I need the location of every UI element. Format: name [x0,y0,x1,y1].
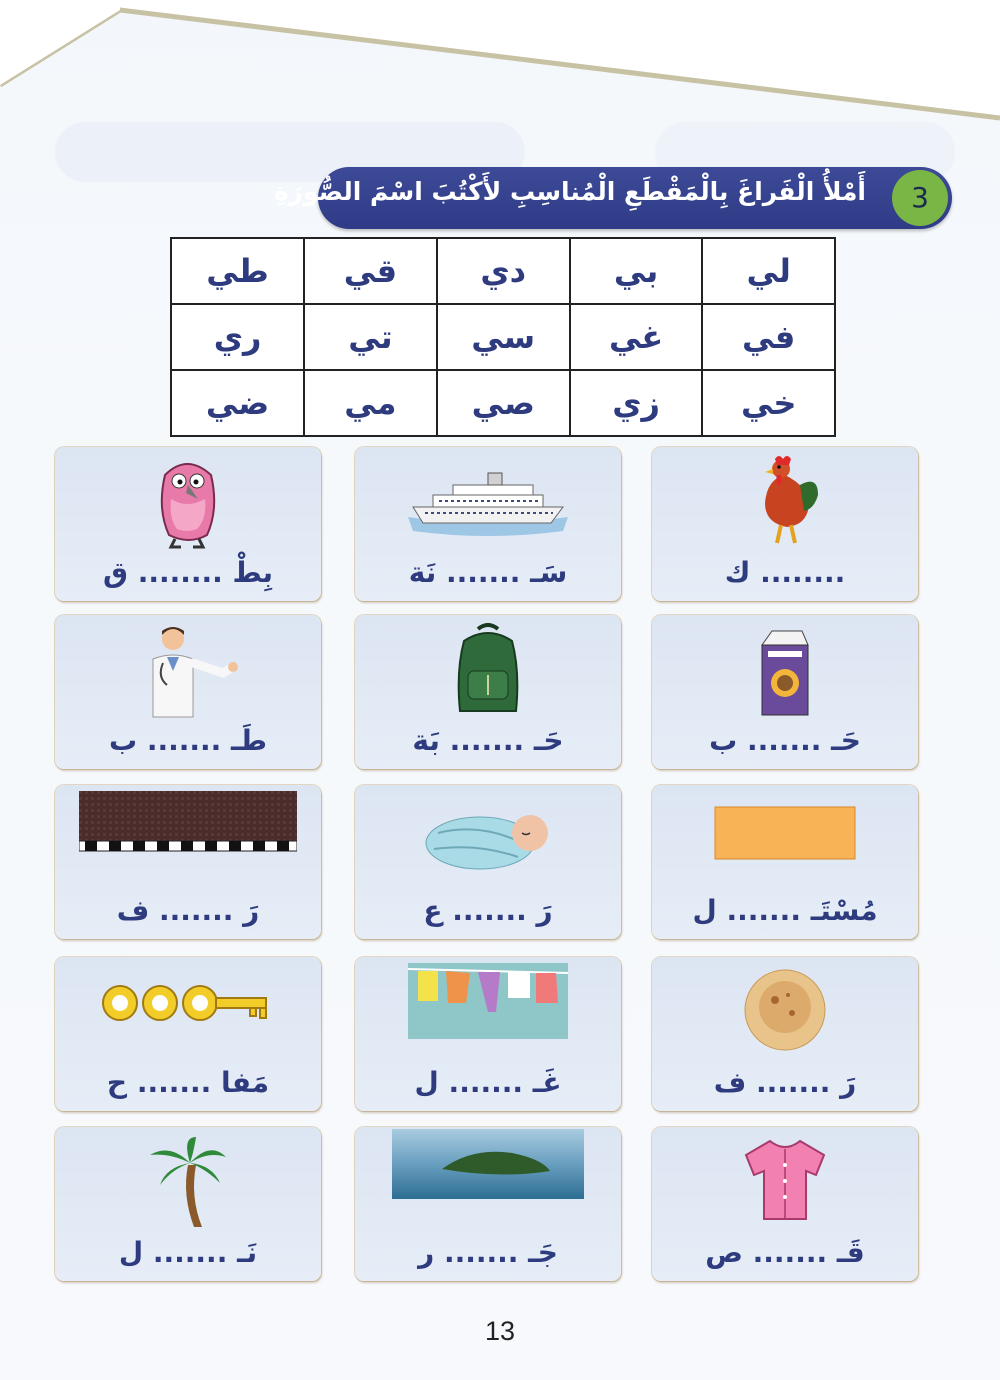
fill-in-word: حَـ ....... بَة [412,724,564,757]
word-card-milk-box [652,615,918,769]
milk-box-icon [652,623,918,719]
syllable-table [170,237,836,437]
syllable-cell: صي [437,370,570,436]
fill-in-word: حَـ ....... ب [709,724,861,757]
page-corner-fold [0,0,1000,130]
table-row [171,238,835,304]
fill-in-word: مُسْتَـ ....... ل [692,894,878,927]
word-card-backpack [355,615,621,769]
exercise-instruction: أَمْلأُ الْفَراغَ بِالْمَقْطَعِ الْمُناسِبِ لأَكْتُبَ اسْمَ الصُّورَةِ [273,177,866,206]
fill-in-word: جَـ ....... ر [418,1236,558,1269]
syllable-cell: ري [171,304,304,370]
island-icon [355,1129,621,1225]
exercise-number: 3 [892,170,948,226]
syllable-cell: سي [437,304,570,370]
syllable-cell: تي [304,304,437,370]
syllable-cell: مي [304,370,437,436]
syllable-cell: خي [702,370,835,436]
word-card-rectangle [652,785,918,939]
syllable-cell: زي [570,370,703,436]
word-card-keys [55,957,321,1111]
fill-in-word: ........ ك [724,556,846,589]
syllable-cell: طي [171,238,304,304]
ship-icon [355,455,621,551]
rooster-icon [652,455,918,551]
word-card-palm [55,1127,321,1281]
rectangle-icon [652,793,918,889]
fill-in-word: رَ ....... ف [116,894,260,927]
table-row [171,304,835,370]
page-number: 13 [484,1316,516,1346]
word-card-shirt [652,1127,918,1281]
syllable-cell: غي [570,304,703,370]
syllable-cell: لي [702,238,835,304]
word-card-laundry [355,957,621,1111]
syllable-cell: بي [570,238,703,304]
table-row [171,370,835,436]
syllable-cell: قي [304,238,437,304]
fill-in-word: رَ ....... ع [423,894,553,927]
owl-icon [55,455,321,551]
doctor-icon [55,623,321,719]
fill-in-word: سَـ ....... نَة [408,556,568,589]
backpack-icon [355,623,621,719]
word-card-bread [652,957,918,1111]
shelf-icon [55,791,321,887]
fill-in-word: غَـ ....... ل [414,1066,562,1099]
fill-in-word: طَـ ....... ب [108,724,268,757]
syllable-cell: ضي [171,370,304,436]
fill-in-word: رَ ....... ف [713,1066,857,1099]
keys-icon [55,973,321,1069]
word-card-island [355,1127,621,1281]
clothesline-icon [355,963,621,1059]
exercise-banner [273,167,952,229]
word-card-rooster [652,447,918,601]
syllable-cell: دي [437,238,570,304]
fill-in-word: قَـ ....... ص [705,1236,865,1269]
fill-in-word: مَفا ....... ح [106,1066,270,1099]
syllable-cell: في [702,304,835,370]
shirt-icon [652,1135,918,1231]
fill-in-word: بِطْ ........ ق [102,556,274,589]
word-card-shelf [55,785,321,939]
bread-icon [652,965,918,1061]
word-card-owl [55,447,321,601]
palm-tree-icon [55,1135,321,1231]
baby-icon [355,793,621,889]
word-card-ship [355,447,621,601]
word-card-baby [355,785,621,939]
fill-in-word: نَـ ....... ل [118,1236,258,1269]
word-card-doctor [55,615,321,769]
